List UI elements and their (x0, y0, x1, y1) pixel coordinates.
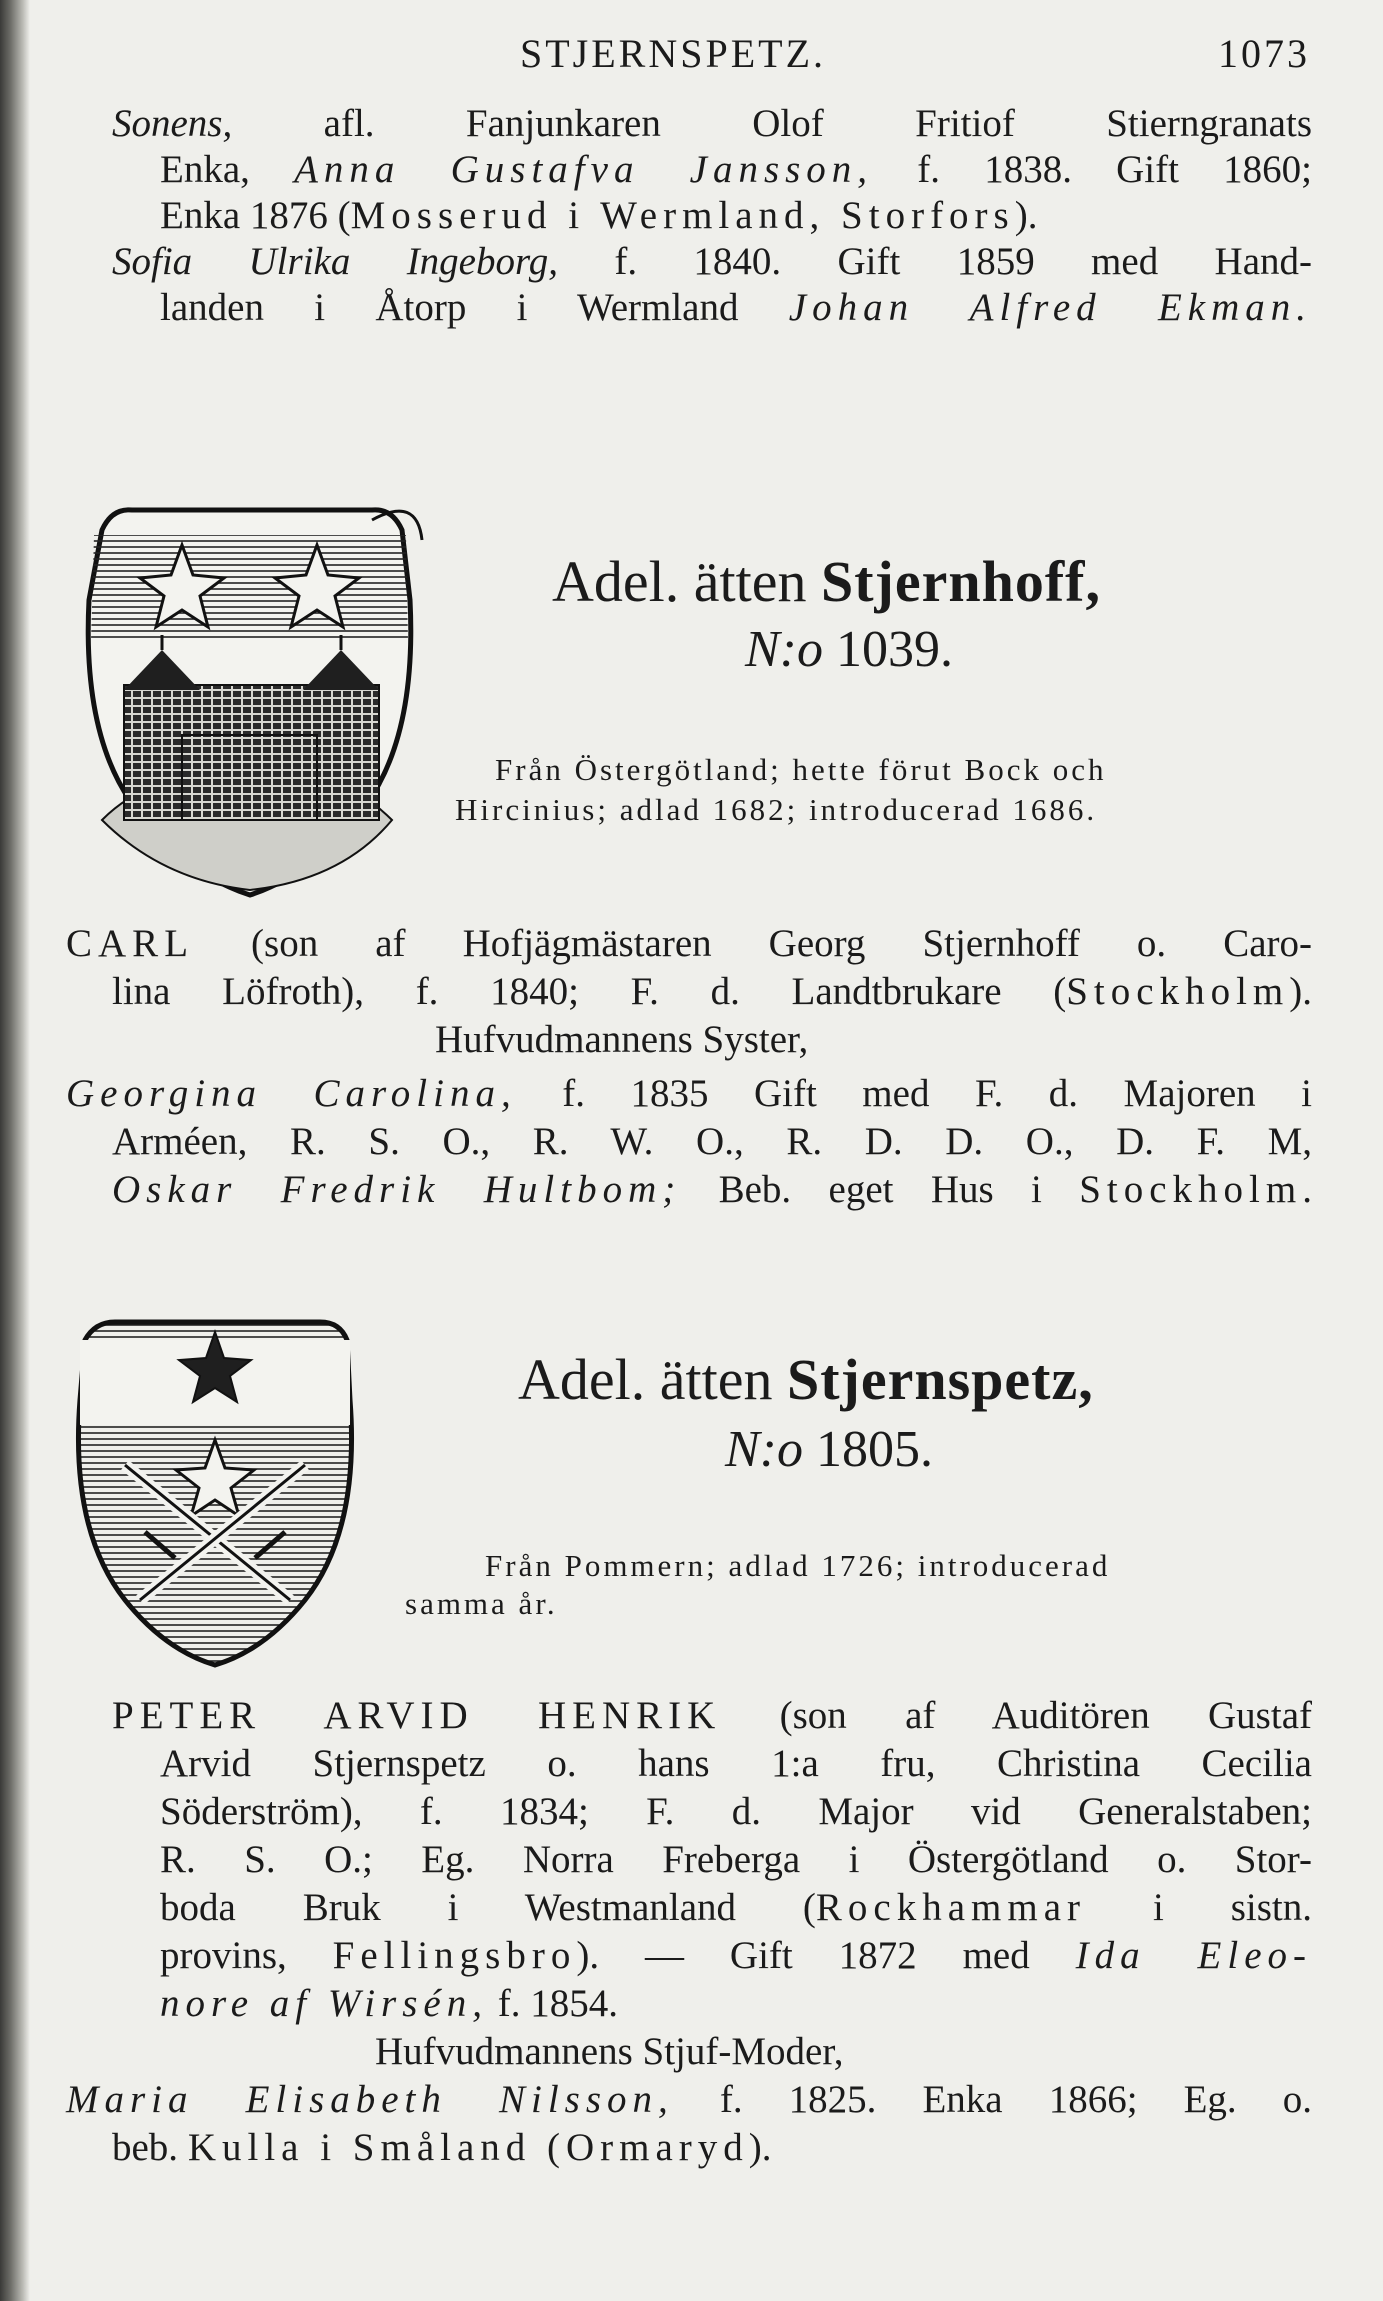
text-run: Enka, (160, 148, 295, 191)
text-run: f. 1835 Gift med F. d. Majoren i (516, 1072, 1312, 1115)
text-line (112, 1692, 1312, 1740)
text-run: Kulla i Småland (Ormaryd (187, 2126, 749, 2169)
text-run: Sonens, (112, 102, 233, 145)
text-line (160, 192, 1037, 240)
text-run: (son af Auditören Gustaf (721, 1694, 1312, 1737)
text-line (112, 1118, 1312, 1166)
text-run: ). (748, 2126, 772, 2169)
text-run: Söderström), f. 1834; F. d. Major vid Generalstaben; (160, 1790, 1312, 1833)
text-run: Johan Alfred Ekman. (788, 286, 1313, 329)
text-run: Arméen, R. S. O., R. W. O., R. D. D. O., D. F. M, (112, 1120, 1312, 1163)
page-header (520, 30, 1310, 80)
family-number (725, 1420, 933, 1479)
family-title (518, 1348, 1094, 1412)
text-run: Mosserud i Wermland, Storfors (350, 194, 1015, 237)
text-run: . (1302, 1168, 1312, 1211)
text-line (160, 284, 1312, 332)
text-line (66, 2076, 1312, 2124)
text-run: f. 1825. Enka 1866; Eg. o. (673, 2078, 1313, 2121)
person-name: Ida Eleo- (1075, 1934, 1312, 1977)
text-run: Stockholm (1066, 970, 1290, 1013)
text-line (66, 920, 1312, 968)
text-line (112, 100, 1312, 148)
text-run: i sistn. (1086, 1886, 1312, 1929)
family-name: Stjernhoff, (820, 549, 1101, 614)
text-line (160, 1788, 1312, 1836)
book-spine-shadow (0, 0, 30, 2301)
text-line (112, 1166, 1312, 1214)
text-run: Stockholm (1079, 1168, 1303, 1211)
family-number (745, 620, 953, 679)
text-line (160, 1884, 1312, 1932)
text-run: ). — Gift 1872 med (576, 1934, 1076, 1977)
text-line (375, 2028, 844, 2076)
page-number: 1073 (1218, 31, 1310, 76)
text-run: f. 1838. Gift 1860; (873, 148, 1313, 191)
person-name: CARL (66, 922, 195, 965)
text-line (160, 1740, 1312, 1788)
text-run: ). (1014, 194, 1038, 237)
origin-line: samma år. (405, 1586, 558, 1621)
text-run: landen i Åtorp i Wermland (160, 286, 789, 329)
origin-line: Från Pommern; adlad 1726; introducerad (485, 1548, 1111, 1583)
text-run: afl. Fanjunkaren Olof Fritiof Stierngranats (232, 102, 1312, 145)
text-run: boda Bruk i Westmanland ( (160, 1886, 816, 1929)
text-line (112, 968, 1312, 1016)
text-run: Arvid Stjernspetz o. hans 1:a fru, Christina Cecilia (160, 1742, 1312, 1785)
person-name: Maria Elisabeth Nilsson, (66, 2078, 674, 2121)
text-run: Enka 1876 ( (160, 194, 351, 237)
coat-of-arms-stjernhoff-icon (72, 490, 427, 900)
text-line (66, 1070, 1312, 1118)
origin-line: Från Östergötland; hette förut Bock och (495, 752, 1107, 787)
family-name: Stjernspetz, (786, 1347, 1094, 1412)
text-run: Beb. eget Hus i (681, 1168, 1080, 1211)
text-line (160, 1932, 1312, 1980)
text-run: Anna Gustafva Jansson, (294, 148, 874, 191)
text-run: Rockhammar (815, 1886, 1087, 1929)
number-value: 1039. (836, 621, 953, 678)
text-line (112, 238, 1312, 286)
person-name: PETER ARVID HENRIK (112, 1694, 722, 1737)
text-run: Fellingsbro (332, 1934, 577, 1977)
person-name: Oskar Fredrik Hultbom; (112, 1168, 682, 1211)
text-run: lina Löfroth), f. 1840; F. d. Landtbrukare ( (112, 970, 1067, 1013)
text-run: beb. (112, 2126, 188, 2169)
coat-of-arms-stjernspetz-icon (65, 1310, 365, 1670)
text-run: R. S. O.; Eg. Norra Freberga i Östergötland o. Stor- (160, 1838, 1312, 1881)
title-prefix: Adel. ätten (552, 549, 807, 614)
text-run: Hufvudmannens Syster, (435, 1018, 809, 1061)
person-name: nore af Wirsén, (160, 1982, 488, 2025)
number-value: 1805. (816, 1421, 933, 1478)
text-run: f. 1840. Gift 1859 med Hand- (557, 240, 1312, 283)
number-prefix: N:o (745, 621, 823, 678)
origin-line: Hircinius; adlad 1682; introducerad 1686. (455, 792, 1098, 827)
number-prefix: N:o (725, 1421, 803, 1478)
text-run: provins, (160, 1934, 333, 1977)
text-line (112, 2124, 772, 2172)
text-run: Hufvudmannens Stjuf-Moder, (375, 2030, 844, 2073)
text-line (160, 1980, 618, 2028)
text-run: Sofia Ulrika Ingeborg, (112, 240, 558, 283)
text-run: f. 1854. (487, 1982, 618, 2025)
text-line (435, 1016, 808, 1064)
running-title: STJERNSPETZ. (520, 31, 827, 76)
family-title (552, 550, 1101, 614)
text-line (160, 146, 1312, 194)
text-run: ). (1289, 970, 1312, 1013)
text-line (160, 1836, 1312, 1884)
person-name: Georgina Carolina, (66, 1072, 517, 1115)
title-prefix: Adel. ätten (518, 1347, 773, 1412)
text-run: (son af Hofjägmästaren Georg Stjernhoff o. Caro- (194, 922, 1312, 965)
